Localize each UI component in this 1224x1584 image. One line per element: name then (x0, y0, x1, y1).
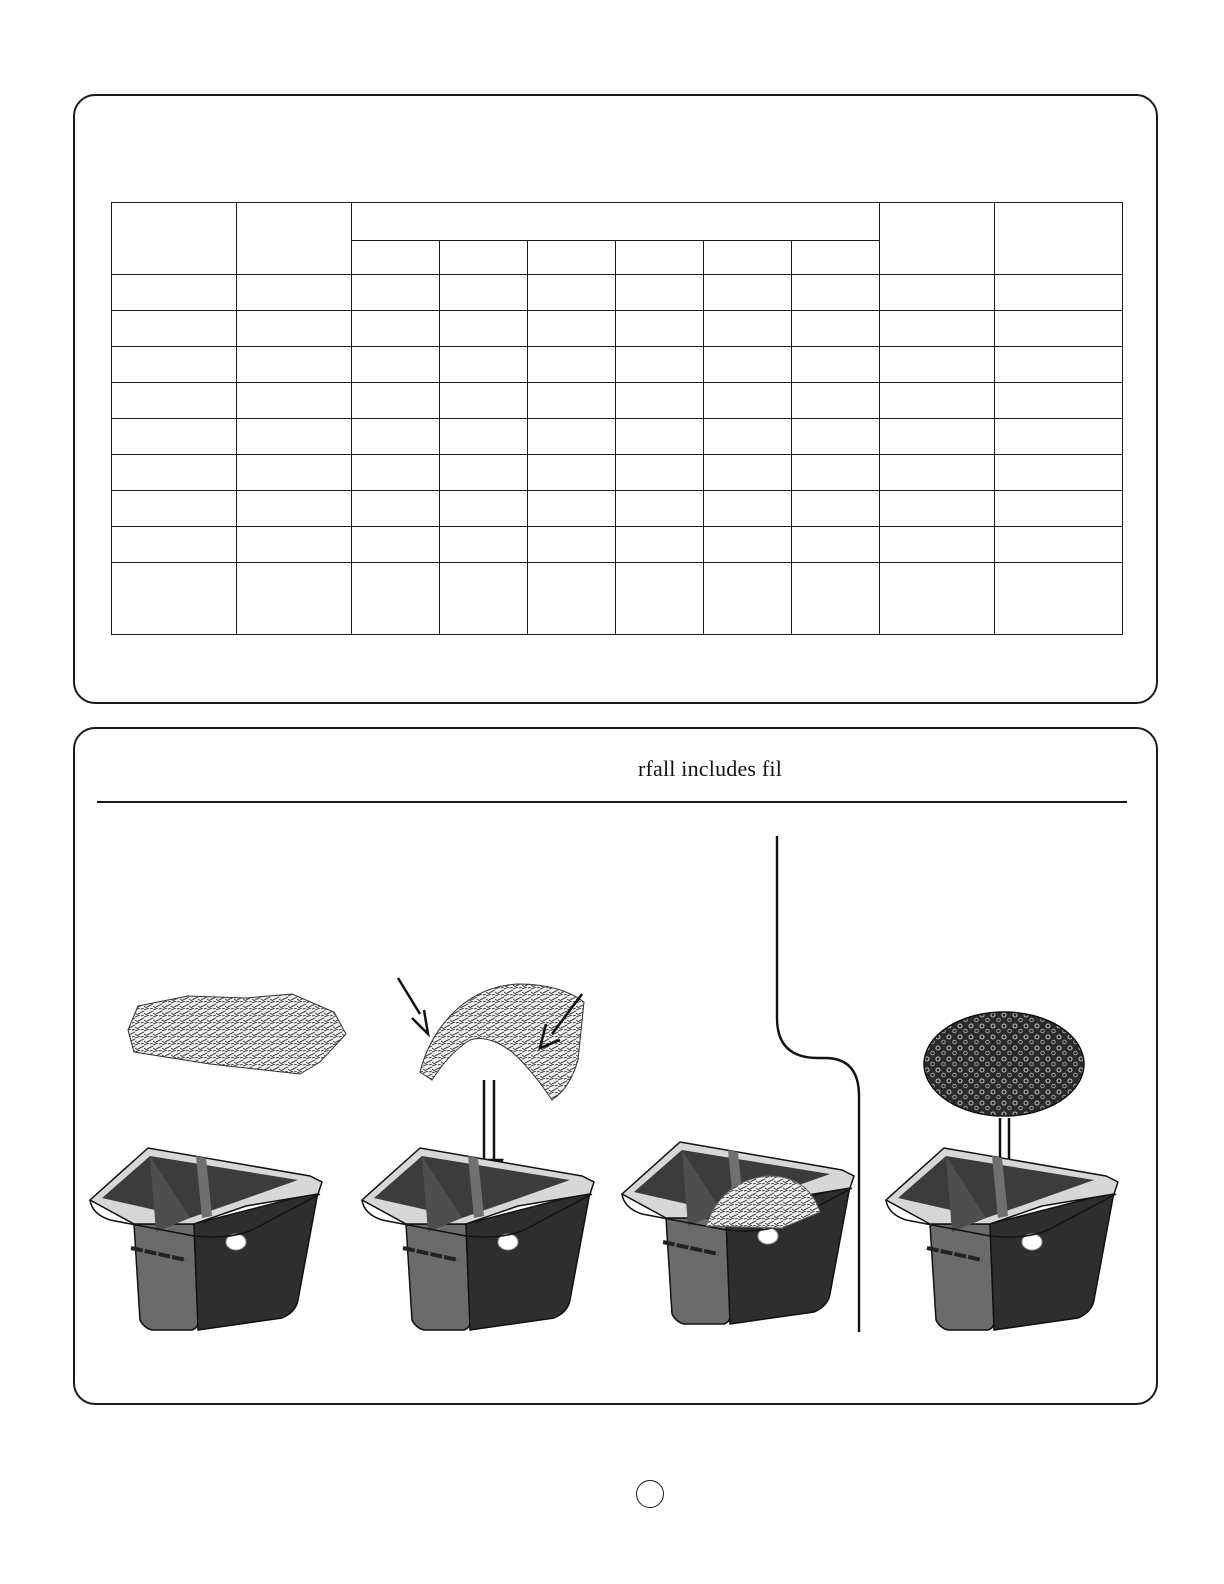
basin-icon (622, 1142, 854, 1324)
caption-text: rfall includes fil (637, 756, 783, 781)
page-number (636, 1480, 664, 1508)
basin-icon (90, 1148, 322, 1330)
basin-icon (886, 1148, 1118, 1330)
flat-filter-pad-icon (128, 994, 346, 1074)
basin-icon (362, 1148, 594, 1330)
